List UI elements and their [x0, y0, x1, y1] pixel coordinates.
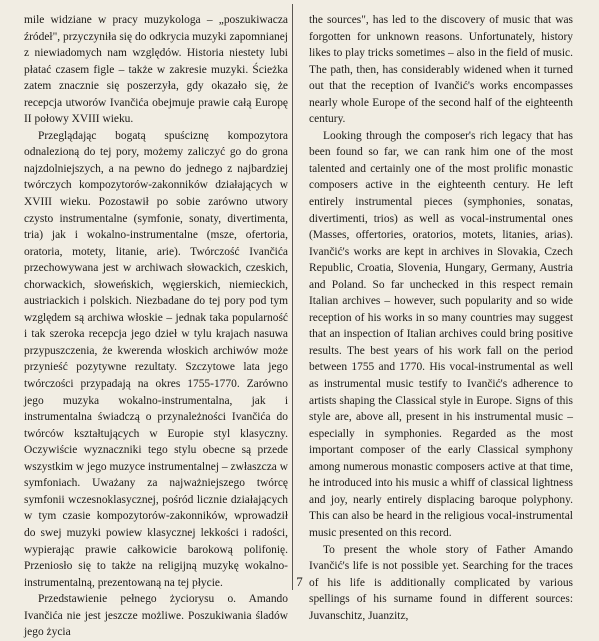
- english-text-column: [309, 12, 573, 624]
- page-number: 7: [296, 574, 303, 589]
- polish-text-column: [24, 12, 288, 641]
- polish-paragraph-1: mile widziane w pracy muzykologa – „poszukiwacza źródeł", przyczyniła się do odkrycia muzyki zapomnianej z niewiadomych nam względów. Historia niestety lubi płatać czasem figle – także w zakresie muzyki. Ścieżka zatem znacznie się poszerzyła, gdy okazało się, że recepcja utworów Ivančića obejmuje prawie całą Europę II połowy XVIII wieku.: [24, 14, 288, 126]
- english-paragraph-2: Looking through the composer's rich legacy that has been found so far, we can rank him one of the most talented and certainly one of the most prolific monastic composers active in the eighteenth century. He left entirely instrumental pieces (symphonies, sonatas, divertimenti, trios) as well as vocal-instrumental ones (Masses, offertories, oratorios, motets, litanies, arias). Ivančić's works are kept in archives in Slovakia, Czech Republic, Croatia, Slovenia, Hungary, Germany, Austria and Poland. So far unchecked in this respect remain Italian archives – however, such popularity and so wide reception of his works in so many countries may suggest that an inspection of Italian archives could bring positive results. The best years of his work fall on the period between 1755 and 1770. His vocal-instrumental as well as instrumental music testify to Ivančić's adherence to artists shaping the Classical style in Europe. Signs of this style are, above all, present in his instrumental music – especially in symphonies. Regarded as the most important composer of the early Classical symphony among numerous monastic composers active at that time, he introduced into his music a whiff of classical lightness and joy, nearly entirely displacing baroque polyphony. This can also be heard in the religious vocal-instrumental music presented on this record.: [309, 129, 573, 539]
- column-divider: [292, 4, 293, 590]
- polish-paragraph-3: Przedstawienie pełnego życiorysu o. Amando Ivančića nie jest jeszcze możliwe. Poszukiwania śladów jego życia: [24, 593, 288, 639]
- english-paragraph-3: To present the whole story of Father Amando Ivančić's life is not possible yet. Searching for the traces of his life is additionally complicated by various spellings of his surname found in different sources: Juvanschitz, Juanzitz,: [309, 543, 573, 622]
- english-paragraph-1: the sources", has led to the discovery of music that was forgotten for unknown reasons. Unfortunately, history likes to play tricks sometimes – also in the field of music. The path, then, has considerably widened when it turned out that the reception of Ivančić's works encompasses nearly whole Europe of the second half of the eighteenth century.: [309, 14, 573, 126]
- polish-paragraph-2: Przeglądając bogatą spuściznę kompozytora odnalezioną do tej pory, możemy zaliczyć go do grona najzdolniejszych, a na pewno do jednego z najbardziej twórczych kompozytorów-zakonników działających w XVIII wieku. Pozostawił po sobie zarówno utwory czysto instrumentalne (symfonie, sonaty, divertimenta, tria) jak i wokalno-instrumentalne (msze, ofertoria, oratoria, motety, litanie, arie). Twórczość Ivančića przechowywana jest w archiwach słowackich, czeskich, chorwackich, słoweńskich, węgierskich, niemieckich, austriackich i polskich. Niezbadane do tej pory pod tym względem są archiwa włoskie – jednak taka popularność i tak szeroka recepcja jego dzieł w tylu krajach nasuwa przypuszczenia, że kwerenda włoskich archiwów może przynieść pozytywne rezultaty. Szczytowe lata jego twórczości przypadają na okres 1755-1770. Zarówno jego muzyka wokalno-instrumentalna, jak i instrumentalna świadczą o przynależności Ivančića do twórców kształtujących w Europie styl klasyczny. Oczywiście wyznaczniki tego stylu obecne są przede wszystkim w jego muzyce instrumentalnej – zwłaszcza w symfoniach. Uważany za najważniejszego twórcę symfonii wczesnoklasycznej, pośród licznie działających w tym czasie kompozytorów-zakonników, wprowadził do swej muzyki powiew klasycznej lekkości i radości, wypierając prawie całkowicie barokową polifonię. Przeniosło się to także na religijną muzykę wokalno-instrumentalną, prezentowaną na tej płycie.: [24, 129, 288, 589]
